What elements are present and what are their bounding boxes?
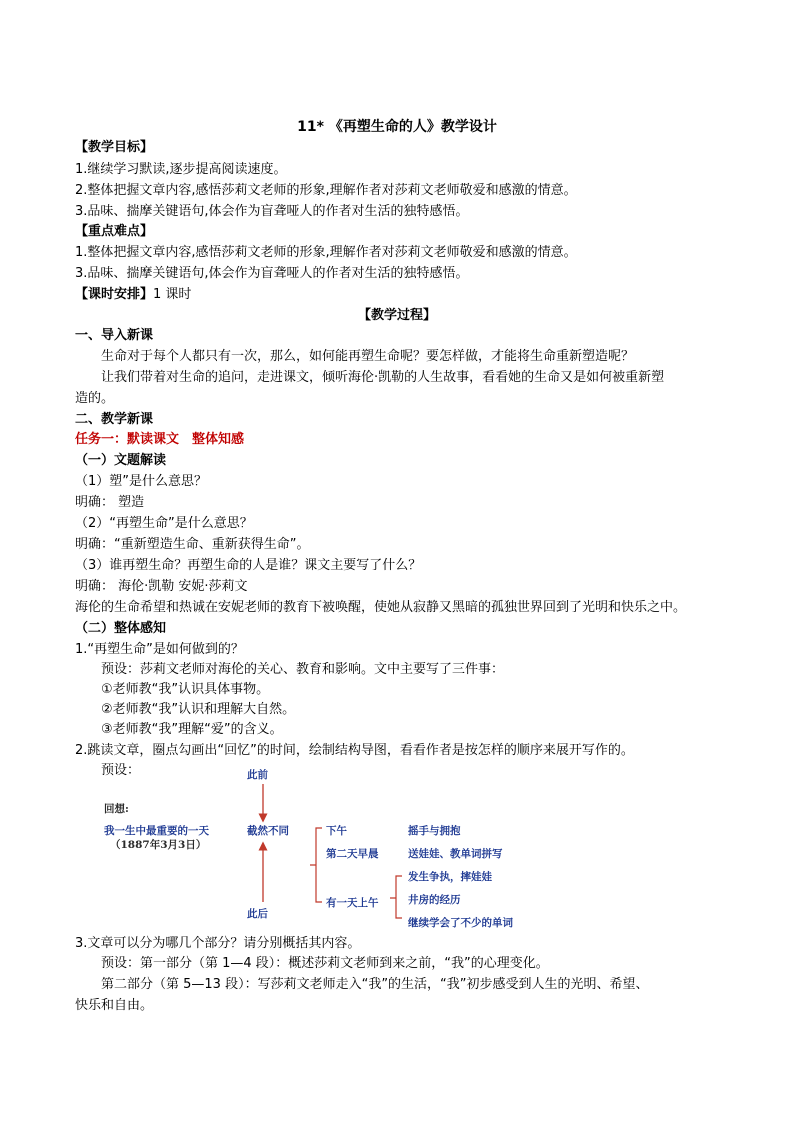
focus-item: 1.整体把握文章内容,感悟莎莉文老师的形象,理解作者对莎莉文老师敬爱和感激的情意。 [75, 245, 577, 260]
list-item: ③老师教“我”理解“爱”的含义。 [101, 722, 283, 737]
paragraph: 第二部分（第 5—13 段）：写莎莉文老师走入“我”的生活，“我”初步感受到人生的光明、希望、 [101, 977, 649, 992]
question: 2.跳读文章，圈点勾画出“回忆”的时间，绘制结构导图，看看作者是按怎样的顺序来展开写作的。 [75, 743, 634, 758]
label-one-morning: 有一天上午 [326, 897, 379, 909]
schedule-line [75, 285, 191, 305]
schedule-value: 1 课时 [153, 287, 192, 302]
paragraph: 造的。 [75, 391, 115, 406]
heading-focus: 【重点难点】 [75, 224, 154, 239]
question: （2）“再塑生命”是什么意思？ [75, 516, 253, 531]
answer: 明确： 海伦·凯勒 安妮·莎莉文 [75, 579, 248, 594]
event-item: 井房的经历 [408, 894, 461, 906]
goal-item: 1.继续学习默读,逐步提高阅读速度。 [75, 162, 287, 177]
question: （3）谁再塑生命？再塑生命的人是谁？课文主要写了什么？ [75, 558, 422, 573]
answer: 明确：“重新塑造生命、重新获得生命”。 [75, 537, 310, 552]
event-item: 发生争执，摔娃娃 [408, 871, 492, 883]
label-recall: 回想: [104, 803, 129, 815]
doc-title: 11* 《再塑生命的人》教学设计 [297, 119, 497, 135]
label-important-day: 我一生中最重要的一天 [104, 825, 209, 837]
label-before: 此前 [247, 769, 268, 781]
subsection-title: （一）文题解读 [75, 453, 167, 468]
question: 3.文章可以分为哪几个部分？请分别概括其内容。 [75, 936, 361, 951]
goal-item: 2.整体把握文章内容,感悟莎莉文老师的形象,理解作者对莎莉文老师敬爱和感激的情意。 [75, 183, 577, 198]
answer-detail: 海伦的生命希望和热诚在安妮老师的教育下被唤醒，使她从寂静又黑暗的孤独世界回到了光明和快乐之中。 [75, 600, 687, 615]
label-afternoon: 下午 [326, 825, 347, 837]
question: （1）塑”是什么意思？ [75, 474, 208, 489]
brace-main [310, 828, 322, 902]
event-item: 送娃娃、教单词拼写 [408, 848, 503, 860]
paragraph: 快乐和自由。 [75, 998, 154, 1013]
label-center: 截然不同 [247, 825, 289, 837]
label-after: 此后 [247, 908, 268, 920]
answer: 明确： 塑造 [75, 495, 145, 510]
heading-process: 【教学过程】 [357, 308, 436, 323]
heading-schedule: 【课时安排】 [75, 287, 154, 302]
question: 1.“再塑生命”是如何做到的？ [75, 642, 244, 657]
event-item: 继续学会了不少的单词 [408, 917, 513, 929]
preset: 预设：莎莉文老师对海伦的关心、教育和影响。文中主要写了三件事： [101, 662, 505, 677]
paragraph: 让我们带着对生命的追问，走进课文，倾听海伦·凯勒的人生故事，看看她的生命又是如何被重新塑 [101, 370, 665, 385]
list-item: ①老师教“我”认识具体事物。 [101, 682, 270, 697]
section-title: 二、教学新课 [75, 412, 154, 427]
heading-goals: 【教学目标】 [75, 140, 154, 155]
label-date: （1887年3月3日） [110, 839, 207, 851]
focus-item: 3.品味、揣摩关键语句,体会作为盲聋哑人的作者对生活的独特感悟。 [75, 266, 469, 281]
preset: 预设：第一部分（第 1—4 段）：概述莎莉文老师到来之前，“我”的心理变化。 [101, 956, 549, 971]
structure-diagram [90, 762, 550, 929]
label-next-morning: 第二天早晨 [326, 848, 379, 860]
preset: 预设： [101, 763, 141, 778]
goal-item: 3.品味、揣摩关键语句,体会作为盲聋哑人的作者对生活的独特感悟。 [75, 204, 469, 219]
task-title: 任务一：默读课文 整体知感 [75, 432, 245, 447]
subsection-title: （二）整体感知 [75, 621, 167, 636]
section-title: 一、导入新课 [75, 328, 154, 343]
paragraph: 生命对于每个人都只有一次，那么，如何能再塑生命呢？要怎样做，才能将生命重新塑造呢？ [101, 349, 635, 364]
brace-sub [390, 876, 402, 918]
list-item: ②老师教“我”认识和理解大自然。 [101, 702, 296, 717]
event-item: 摇手与拥抱 [408, 825, 461, 837]
